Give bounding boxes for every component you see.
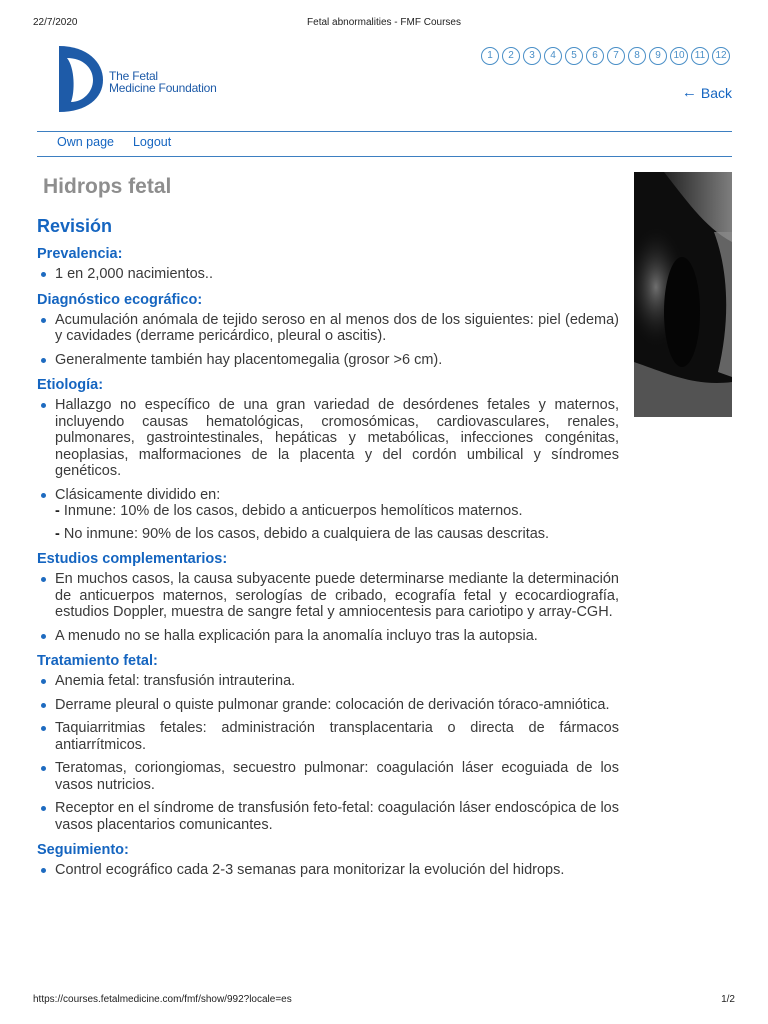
list-seguimiento: [37, 862, 619, 879]
sub-item-text: No inmune: 90% de los casos, debido a cualquiera de las causas descritas.: [63, 525, 550, 542]
ultrasound-image: [634, 172, 732, 417]
nav-divider-bottom: [37, 156, 732, 157]
list-item: Hallazgo no específico de una gran variedad de desórdenes fetales y maternos, incluyendo causas hematológicas, cromosómicas, cardiovasculares, renales, pulmonares, gastrointestinales, hepáticas y metabólicas, infecciones congénitas, neoplasias, malformaciones de la placenta y del cordón umbilical y síndromes genéticos.: [37, 397, 619, 480]
print-date: 22/7/2020: [33, 17, 78, 28]
sub-item-no-inmune: - No inmune: 90% de los casos, debido a cualquiera de las causas descritas.: [55, 525, 550, 542]
list-item: Generalmente también hay placentomegalia (grosor >6 cm).: [37, 352, 619, 369]
sub-item-text: Inmune: 10% de los casos, debido a anticuerpos hemolíticos maternos.: [63, 503, 523, 519]
list-diagnostico: [37, 312, 619, 369]
list-item: Control ecográfico cada 2-3 semanas para monitorizar la evolución del hidrops.: [37, 862, 619, 879]
top-nav: [57, 135, 171, 149]
print-header: [0, 17, 768, 31]
list-estudios: [37, 571, 619, 644]
pager-button-7[interactable]: 7: [607, 47, 625, 65]
pager-button-5[interactable]: 5: [565, 47, 583, 65]
heading-tratamiento: Tratamiento fetal:: [37, 653, 158, 669]
list-tratamiento: [37, 673, 619, 833]
list-item: Acumulación anómala de tejido seroso en al menos dos de los siguientes: piel (edema) y cavidades (derrame pericárdico, pleural o ascitis).: [37, 312, 619, 345]
sub-item-inmune: - Inmune: 10% de los casos, debido a anticuerpos hemolíticos maternos.: [55, 503, 523, 519]
pager-button-9[interactable]: 9: [649, 47, 667, 65]
fmf-logo[interactable]: [57, 44, 247, 114]
heading-etiologia: Etiología:: [37, 377, 104, 393]
fmf-logo-icon: [57, 44, 105, 114]
pager-button-8[interactable]: 8: [628, 47, 646, 65]
list-item: Anemia fetal: transfusión intrauterina.: [37, 673, 619, 690]
heading-prevalencia: Prevalencia:: [37, 246, 123, 262]
back-link[interactable]: [682, 84, 732, 101]
print-title: Fetal abnormalities - FMF Courses: [307, 17, 461, 28]
main-content: [37, 172, 619, 886]
nav-divider-top: [37, 131, 732, 132]
list-item: En muchos casos, la causa subyacente puede determinarse mediante la determinación de anticuerpos maternos, serologías de cribado, ecografía fetal y ecocardiografía, estudios Doppler, muestra de sangre fetal y amniocentesis para cariotipo y array-CGH.: [37, 571, 619, 621]
heading-estudios: Estudios complementarios:: [37, 551, 228, 567]
page-title: Hidrops fetal: [43, 175, 172, 198]
pager-button-11[interactable]: 11: [691, 47, 709, 65]
heading-seguimiento: Seguimiento:: [37, 842, 129, 858]
heading-diagnostico: Diagnóstico ecográfico:: [37, 291, 203, 308]
list-item: A menudo no se halla explicación para la anomalía incluyo tras la autopsia.: [37, 628, 619, 645]
pager-button-1[interactable]: 1: [481, 47, 499, 65]
pager-button-2[interactable]: 2: [502, 47, 520, 65]
section-title: Revisión: [37, 216, 113, 236]
list-etiologia: [37, 397, 619, 542]
pager-button-6[interactable]: 6: [586, 47, 604, 65]
arrow-left-icon: ←: [681, 84, 697, 101]
logo-line-1: The Fetal: [109, 69, 158, 83]
pager-button-4[interactable]: 4: [544, 47, 562, 65]
nav-own-page[interactable]: Own page: [57, 135, 114, 149]
classification-label: Clásicamente dividido en:: [55, 486, 221, 503]
nav-logout[interactable]: Logout: [132, 135, 172, 149]
print-url: https://courses.fetalmedicine.com/fmf/show/992?locale=es: [33, 994, 292, 1005]
logo-text: [109, 70, 217, 94]
logo-line-2: Medicine Foundation: [109, 81, 217, 95]
list-item: 1 en 2,000 nacimientos..: [37, 266, 619, 283]
print-page-number: 1/2: [721, 994, 735, 1005]
list-item-classification: [37, 487, 619, 543]
back-label: Back: [700, 84, 732, 101]
pager-button-3[interactable]: 3: [523, 47, 541, 65]
list-item: Taquiarritmias fetales: administración transplacentaria o directa de fármacos antiarrítmicos.: [37, 720, 619, 753]
page-pager: [481, 47, 730, 65]
list-item: Teratomas, coriongiomas, secuestro pulmonar: coagulación láser ecoguiada de los vasos nutricios.: [37, 760, 619, 793]
list-prevalencia: [37, 266, 619, 283]
pager-button-12[interactable]: 12: [712, 47, 730, 65]
pager-button-10[interactable]: 10: [670, 47, 688, 65]
list-item: Receptor en el síndrome de transfusión feto-fetal: coagulación láser endoscópica de los vasos placentarios comunicantes.: [37, 800, 619, 833]
list-item: Derrame pleural o quiste pulmonar grande: colocación de derivación tóraco-amniótica.: [37, 697, 619, 714]
